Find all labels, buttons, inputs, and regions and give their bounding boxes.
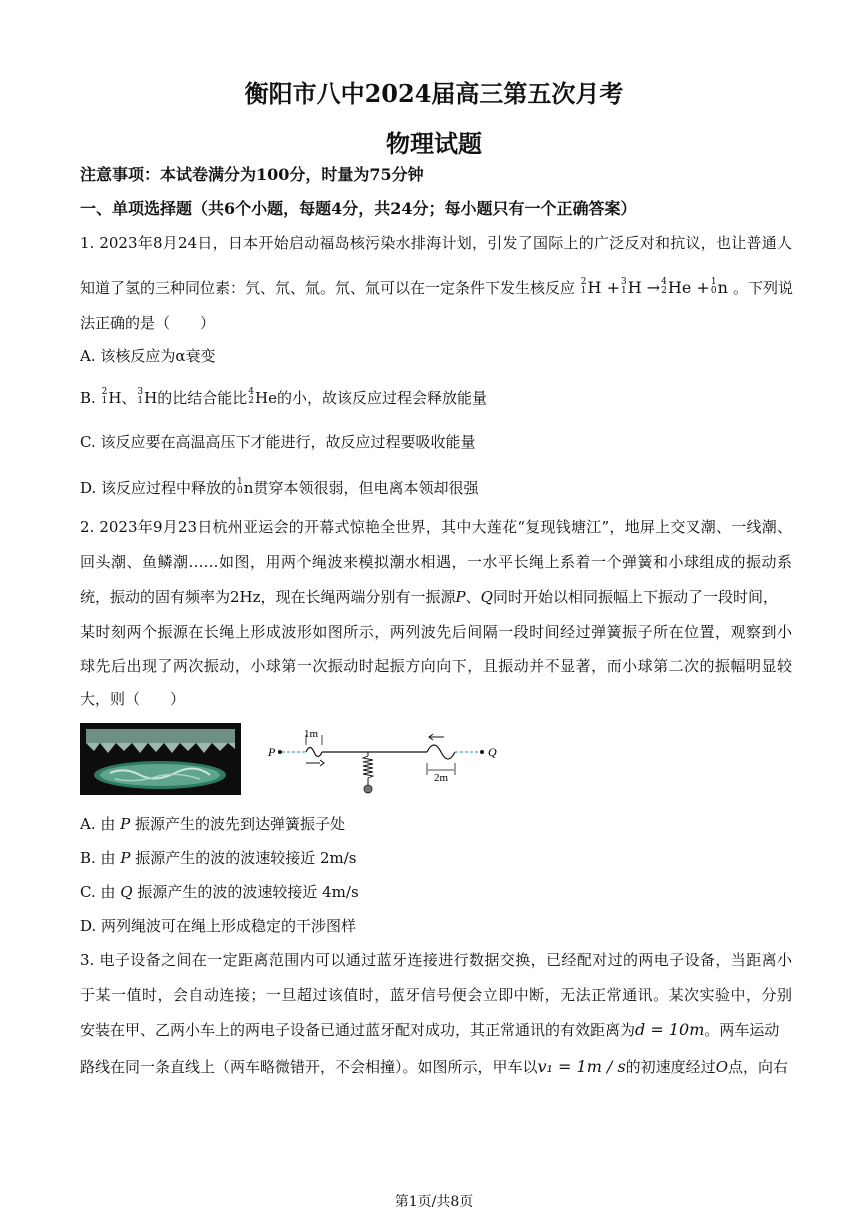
label-p: P bbox=[268, 745, 276, 759]
label-q: Q bbox=[488, 745, 497, 759]
label-1m: 1m bbox=[304, 728, 319, 740]
page-footer: 第1页/共8页 bbox=[394, 1194, 474, 1210]
q2-line-3: 统，振动的固有频率为2Hz，现在长绳两端分别有一振源P、Q同时开始以相同振幅上下振动了一段时间， bbox=[80, 588, 778, 606]
q1-line-2-text: 知道了氢的三种同位素：氕、氘、氚。氘、氚可以在一定条件下发生核反应 bbox=[80, 279, 576, 297]
q1-option-d: D. 该反应过程中释放的 1 0 n贯穿本领很弱，但电离本领却很强 bbox=[80, 477, 479, 497]
nuclear-equation: 2 1 H + 3 1 H → 4 2 He + 1 0 n bbox=[580, 276, 728, 297]
q1-line-2-end: 。下列说 bbox=[732, 279, 793, 297]
q2-line-6: 大，则（ ） bbox=[80, 690, 186, 708]
rope-wave-diagram bbox=[262, 723, 502, 795]
section-heading: 一、单项选择题（共6个小题，每题4分，共24分；每小题只有一个正确答案） bbox=[80, 199, 637, 218]
notice: 注意事项：本试卷满分为100分，时量为75分钟 bbox=[80, 165, 424, 184]
q3-line-1: 3. 电子设备之间在一定距离范围内可以通过蓝牙连接进行数据交换，已经配对过的两电子设备，当距离小 bbox=[80, 951, 792, 969]
q3-line-2: 于某一值时，会自动连接；一旦超过该值时，蓝牙信号便会立即中断，无法正常通讯。某次实验中，分别 bbox=[80, 986, 792, 1004]
exam-title: 衡阳市八中2024届高三第五次月考 bbox=[244, 79, 624, 108]
q3-line-3: 安装在甲、乙两小车上的两电子设备已通过蓝牙配对成功，其正常通讯的有效距离为d = 10m。两车运动 bbox=[80, 1020, 780, 1039]
q2-line-5: 球先后出现了两次振动，小球第一次振动时起振方向向下，且振动并不显著，而小球第二次的振幅明显较 bbox=[80, 657, 792, 675]
q2-option-a: A. 由 P 振源产生的波先到达弹簧振子处 bbox=[80, 815, 346, 833]
q1-line-1: 1. 2023年8月24日，日本开始启动福岛核污染水排海计划，引发了国际上的广泛反对和抗议，也让普通人 bbox=[80, 234, 792, 252]
q1-line-2 bbox=[80, 278, 792, 298]
q2-line-1: 2. 2023年9月23日杭州亚运会的开幕式惊艳全世界，其中大莲花“复现钱塘江”，地屏上交叉潮、一线潮、 bbox=[80, 518, 792, 536]
label-2m: 2m bbox=[434, 772, 449, 784]
q2-line-4: 某时刻两个振源在长绳上形成波形如图所示，两列波先后间隔一段时间经过弹簧振子所在位置，观察到小 bbox=[80, 623, 792, 641]
q1-option-c: C. 该反应要在高温高压下才能进行，故反应过程要吸收能量 bbox=[80, 433, 476, 451]
q1-option-b: B. 2 1 H、 3 1 H的比结合能比 4 2 He的小，故该反应过程会释放能量 bbox=[80, 387, 487, 407]
q2-option-c: C. 由 Q 振源产生的波的波速较接近 4m/s bbox=[80, 883, 359, 901]
q1-line-3: 法正确的是（ ） bbox=[80, 314, 216, 332]
distance-formula: d = 10m bbox=[635, 1020, 705, 1039]
q1-option-a: A. 该核反应为α衰变 bbox=[80, 347, 216, 365]
q3-line-4: 路线在同一条直线上（两车略微错开，不会相撞）。如图所示，甲车以v₁ = 1m / s的初速度经过O点，向右 bbox=[80, 1057, 789, 1076]
q2-line-2: 回头潮、鱼鳞潮……如图，用两个绳波来模拟潮水相遇，一水平长绳上系着一个弹簧和小球组成的振动系 bbox=[80, 553, 792, 571]
exam-subtitle: 物理试题 bbox=[386, 129, 482, 158]
stage-photo bbox=[80, 723, 241, 795]
q2-option-d: D. 两列绳波可在绳上形成稳定的干涉图样 bbox=[80, 917, 357, 935]
velocity-formula: v₁ = 1m / s bbox=[537, 1057, 626, 1076]
q2-option-b: B. 由 P 振源产生的波的波速较接近 2m/s bbox=[80, 849, 357, 867]
